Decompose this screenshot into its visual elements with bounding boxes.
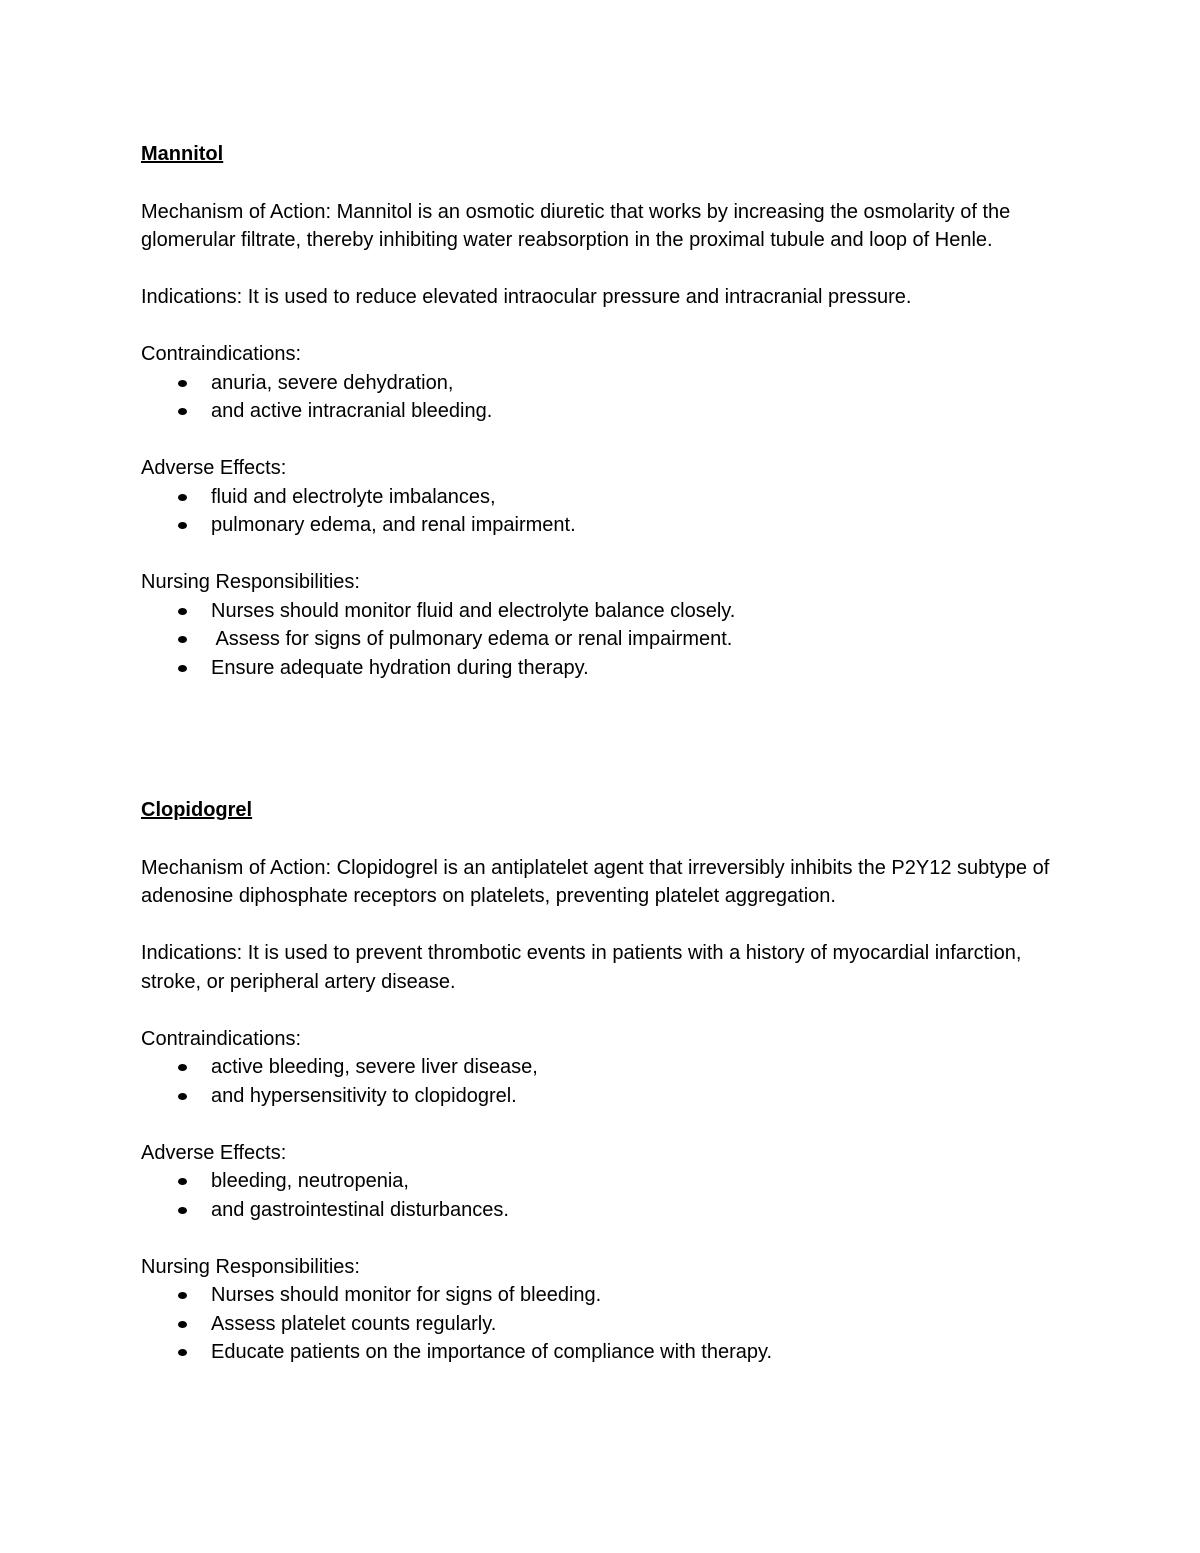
list-item-text: anuria, severe dehydration, xyxy=(211,371,454,394)
mechanism-of-action: Mechanism of Action: Mannitol is an osmotic diuretic that works by increasing the osmolarity of the glomerular filtrate, thereby inhibiting water reabsorption in the proximal tubule and loop of Henle. xyxy=(141,200,1011,251)
adverse-effects-label: Adverse Effects: xyxy=(141,1141,287,1164)
adverse-effects-list xyxy=(141,1167,1071,1224)
list-item-text: Ensure adequate hydration during therapy. xyxy=(211,656,589,679)
contraindications-label: Contraindications: xyxy=(141,1027,302,1050)
contraindications-list xyxy=(141,369,1071,426)
list-item-text: Nurses should monitor fluid and electrolyte balance closely. xyxy=(211,599,736,622)
indications: Indications: It is used to prevent thrombotic events in patients with a history of myocardial infarction, stroke, or peripheral artery disease. xyxy=(141,942,1022,993)
list-item-text: pulmonary edema, and renal impairment. xyxy=(211,514,576,536)
nursing-responsibilities-list xyxy=(141,1281,1071,1367)
drug-section-clopidogrel xyxy=(141,796,1071,1367)
adverse-effects-label: Adverse Effects: xyxy=(141,457,287,479)
contraindications-section xyxy=(141,1025,1071,1111)
mechanism-of-action: Mechanism of Action: Clopidogrel is an antiplatelet agent that irreversibly inhibits the P2Y12 subtype of adenosine diphosphate receptors on platelets, preventing platelet aggregation. xyxy=(141,856,1050,907)
adverse-effects-section xyxy=(141,454,1071,540)
list-item xyxy=(141,1082,1071,1111)
drug-title: Mannitol xyxy=(141,143,224,165)
document-page xyxy=(141,140,1071,1367)
indications: Indications: It is used to reduce elevated intraocular pressure and intracranial pressure. xyxy=(141,286,912,308)
list-item-text: active bleeding, severe liver disease, xyxy=(211,1056,538,1078)
bullet-icon xyxy=(178,636,187,643)
nursing-responsibilities-section xyxy=(141,568,1071,682)
nursing-responsibilities-label: Nursing Responsibilities: xyxy=(141,571,360,593)
nursing-responsibilities-label: Nursing Responsibilities: xyxy=(141,1255,360,1278)
bullet-icon xyxy=(178,1292,187,1299)
bullet-icon xyxy=(178,1207,187,1214)
contraindications-label: Contraindications: xyxy=(141,343,302,365)
adverse-effects-section xyxy=(141,1139,1071,1225)
list-item xyxy=(141,1338,1071,1367)
bullet-icon xyxy=(178,1093,187,1100)
list-item xyxy=(141,1167,1071,1196)
bullet-icon xyxy=(178,1178,187,1185)
list-item xyxy=(141,369,1071,398)
list-item xyxy=(141,397,1071,426)
bullet-icon xyxy=(178,408,187,415)
list-item xyxy=(141,654,1071,683)
list-item-text: fluid and electrolyte imbalances, xyxy=(211,485,496,508)
list-item-text: and hypersensitivity to clopidogrel. xyxy=(211,1084,517,1107)
contraindications-list xyxy=(141,1053,1071,1110)
bullet-icon xyxy=(178,665,187,672)
list-item xyxy=(141,1281,1071,1310)
list-item xyxy=(141,1053,1071,1082)
list-item xyxy=(141,625,1071,654)
adverse-effects-list xyxy=(141,483,1071,540)
bullet-icon xyxy=(178,608,187,615)
list-item-text: and gastrointestinal disturbances. xyxy=(211,1198,509,1221)
bullet-icon xyxy=(178,380,187,387)
list-item-text: Assess for signs of pulmonary edema or renal impairment. xyxy=(211,628,733,650)
drug-section-mannitol xyxy=(141,140,1071,682)
list-item xyxy=(141,483,1071,512)
nursing-responsibilities-list xyxy=(141,597,1071,683)
bullet-icon xyxy=(178,1349,187,1356)
list-item xyxy=(141,1196,1071,1225)
list-item-text: Assess platelet counts regularly. xyxy=(211,1312,497,1335)
list-item xyxy=(141,1310,1071,1339)
list-item xyxy=(141,511,1071,540)
list-item xyxy=(141,597,1071,626)
drug-title: Clopidogrel xyxy=(141,799,253,821)
list-item-text: Nurses should monitor for signs of bleeding. xyxy=(211,1284,602,1306)
bullet-icon xyxy=(178,522,187,529)
bullet-icon xyxy=(178,1064,187,1071)
list-item-text: Educate patients on the importance of compliance with therapy. xyxy=(211,1341,773,1363)
bullet-icon xyxy=(178,494,187,501)
contraindications-section xyxy=(141,340,1071,426)
list-item-text: bleeding, neutropenia, xyxy=(211,1170,409,1192)
nursing-responsibilities-section xyxy=(141,1253,1071,1367)
bullet-icon xyxy=(178,1321,187,1328)
list-item-text: and active intracranial bleeding. xyxy=(211,400,493,422)
